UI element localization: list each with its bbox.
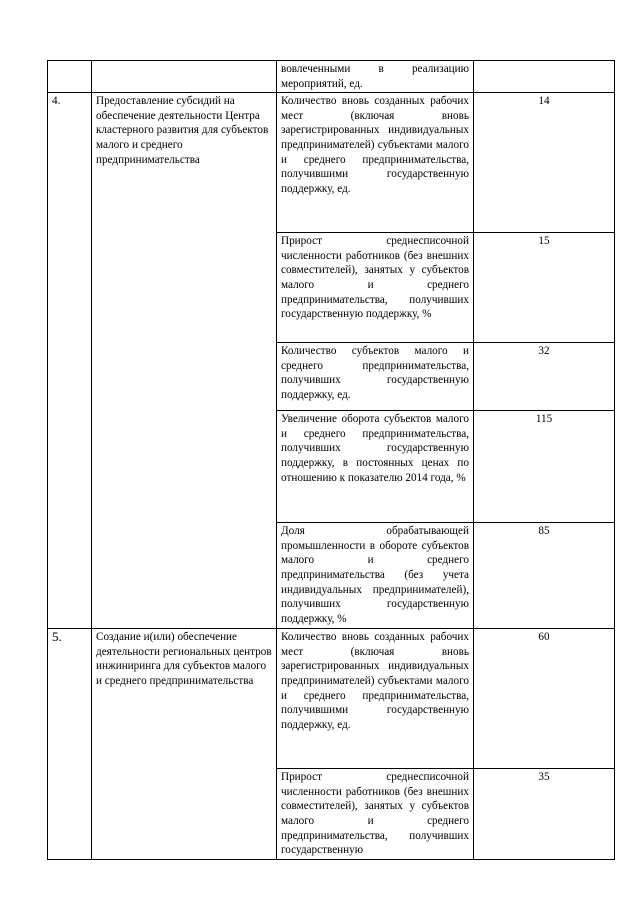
indicator-value (474, 61, 615, 93)
table-row (48, 629, 615, 769)
indicator-text: Прирост среднесписочной численности работников (без внешних совместителей), занятых у субъектов малого и среднего предпринимательства, получивших государственную (277, 769, 474, 860)
measure-name: Предоставление субсидий на обеспечение деятельности Центра кластерного развития для субъектов малого и среднего предпринимательства (92, 93, 277, 629)
indicator-text: Доля обрабатывающей промышленности в обороте субъектов малого и среднего предпринимательства (без учета индивидуальных предпринимателей), получивших государственную поддержку, % (277, 523, 474, 629)
indicator-text: Количество вновь созданных рабочих мест (включая вновь зарегистрированных индивидуальных предпринимателей) субъектами малого и среднего предпринимательства, получившими государственную поддержку, ед. (277, 93, 474, 233)
indicator-value: 15 (474, 233, 615, 343)
indicators-table (47, 60, 615, 860)
indicator-value: 35 (474, 769, 615, 860)
indicator-text: Количество вновь созданных рабочих мест (включая вновь зарегистрированных индивидуальных предпринимателей) субъектами малого и среднего предпринимательства, получившими государственную поддержку, ед. (277, 629, 474, 769)
indicator-value: 115 (474, 411, 615, 523)
table-row (48, 93, 615, 233)
indicator-text: Количество субъектов малого и среднего предпринимательства, получивших государственную поддержку, ед. (277, 343, 474, 411)
indicator-value: 85 (474, 523, 615, 629)
indicator-text: вовлеченными в реализацию мероприятий, ед. (277, 61, 474, 93)
measure-name (92, 61, 277, 93)
table-row (48, 61, 615, 93)
indicator-text: Прирост среднесписочной численности работников (без внешних совместителей), занятых у субъектов малого и среднего предпринимательства, получивших государственную поддержку, % (277, 233, 474, 343)
row-number: 5. (48, 629, 92, 860)
measure-name: Создание и(или) обеспечение деятельности региональных центров инжиниринга для субъектов малого и среднего предпринимательства (92, 629, 277, 860)
indicator-value: 60 (474, 629, 615, 769)
indicator-text: Увеличение оборота субъектов малого и среднего предпринимательства, получивших государственную поддержку, в постоянных ценах по отношению к показателю 2014 года, % (277, 411, 474, 523)
row-number (48, 61, 92, 93)
row-number: 4. (48, 93, 92, 629)
indicator-value: 32 (474, 343, 615, 411)
indicator-value: 14 (474, 93, 615, 233)
